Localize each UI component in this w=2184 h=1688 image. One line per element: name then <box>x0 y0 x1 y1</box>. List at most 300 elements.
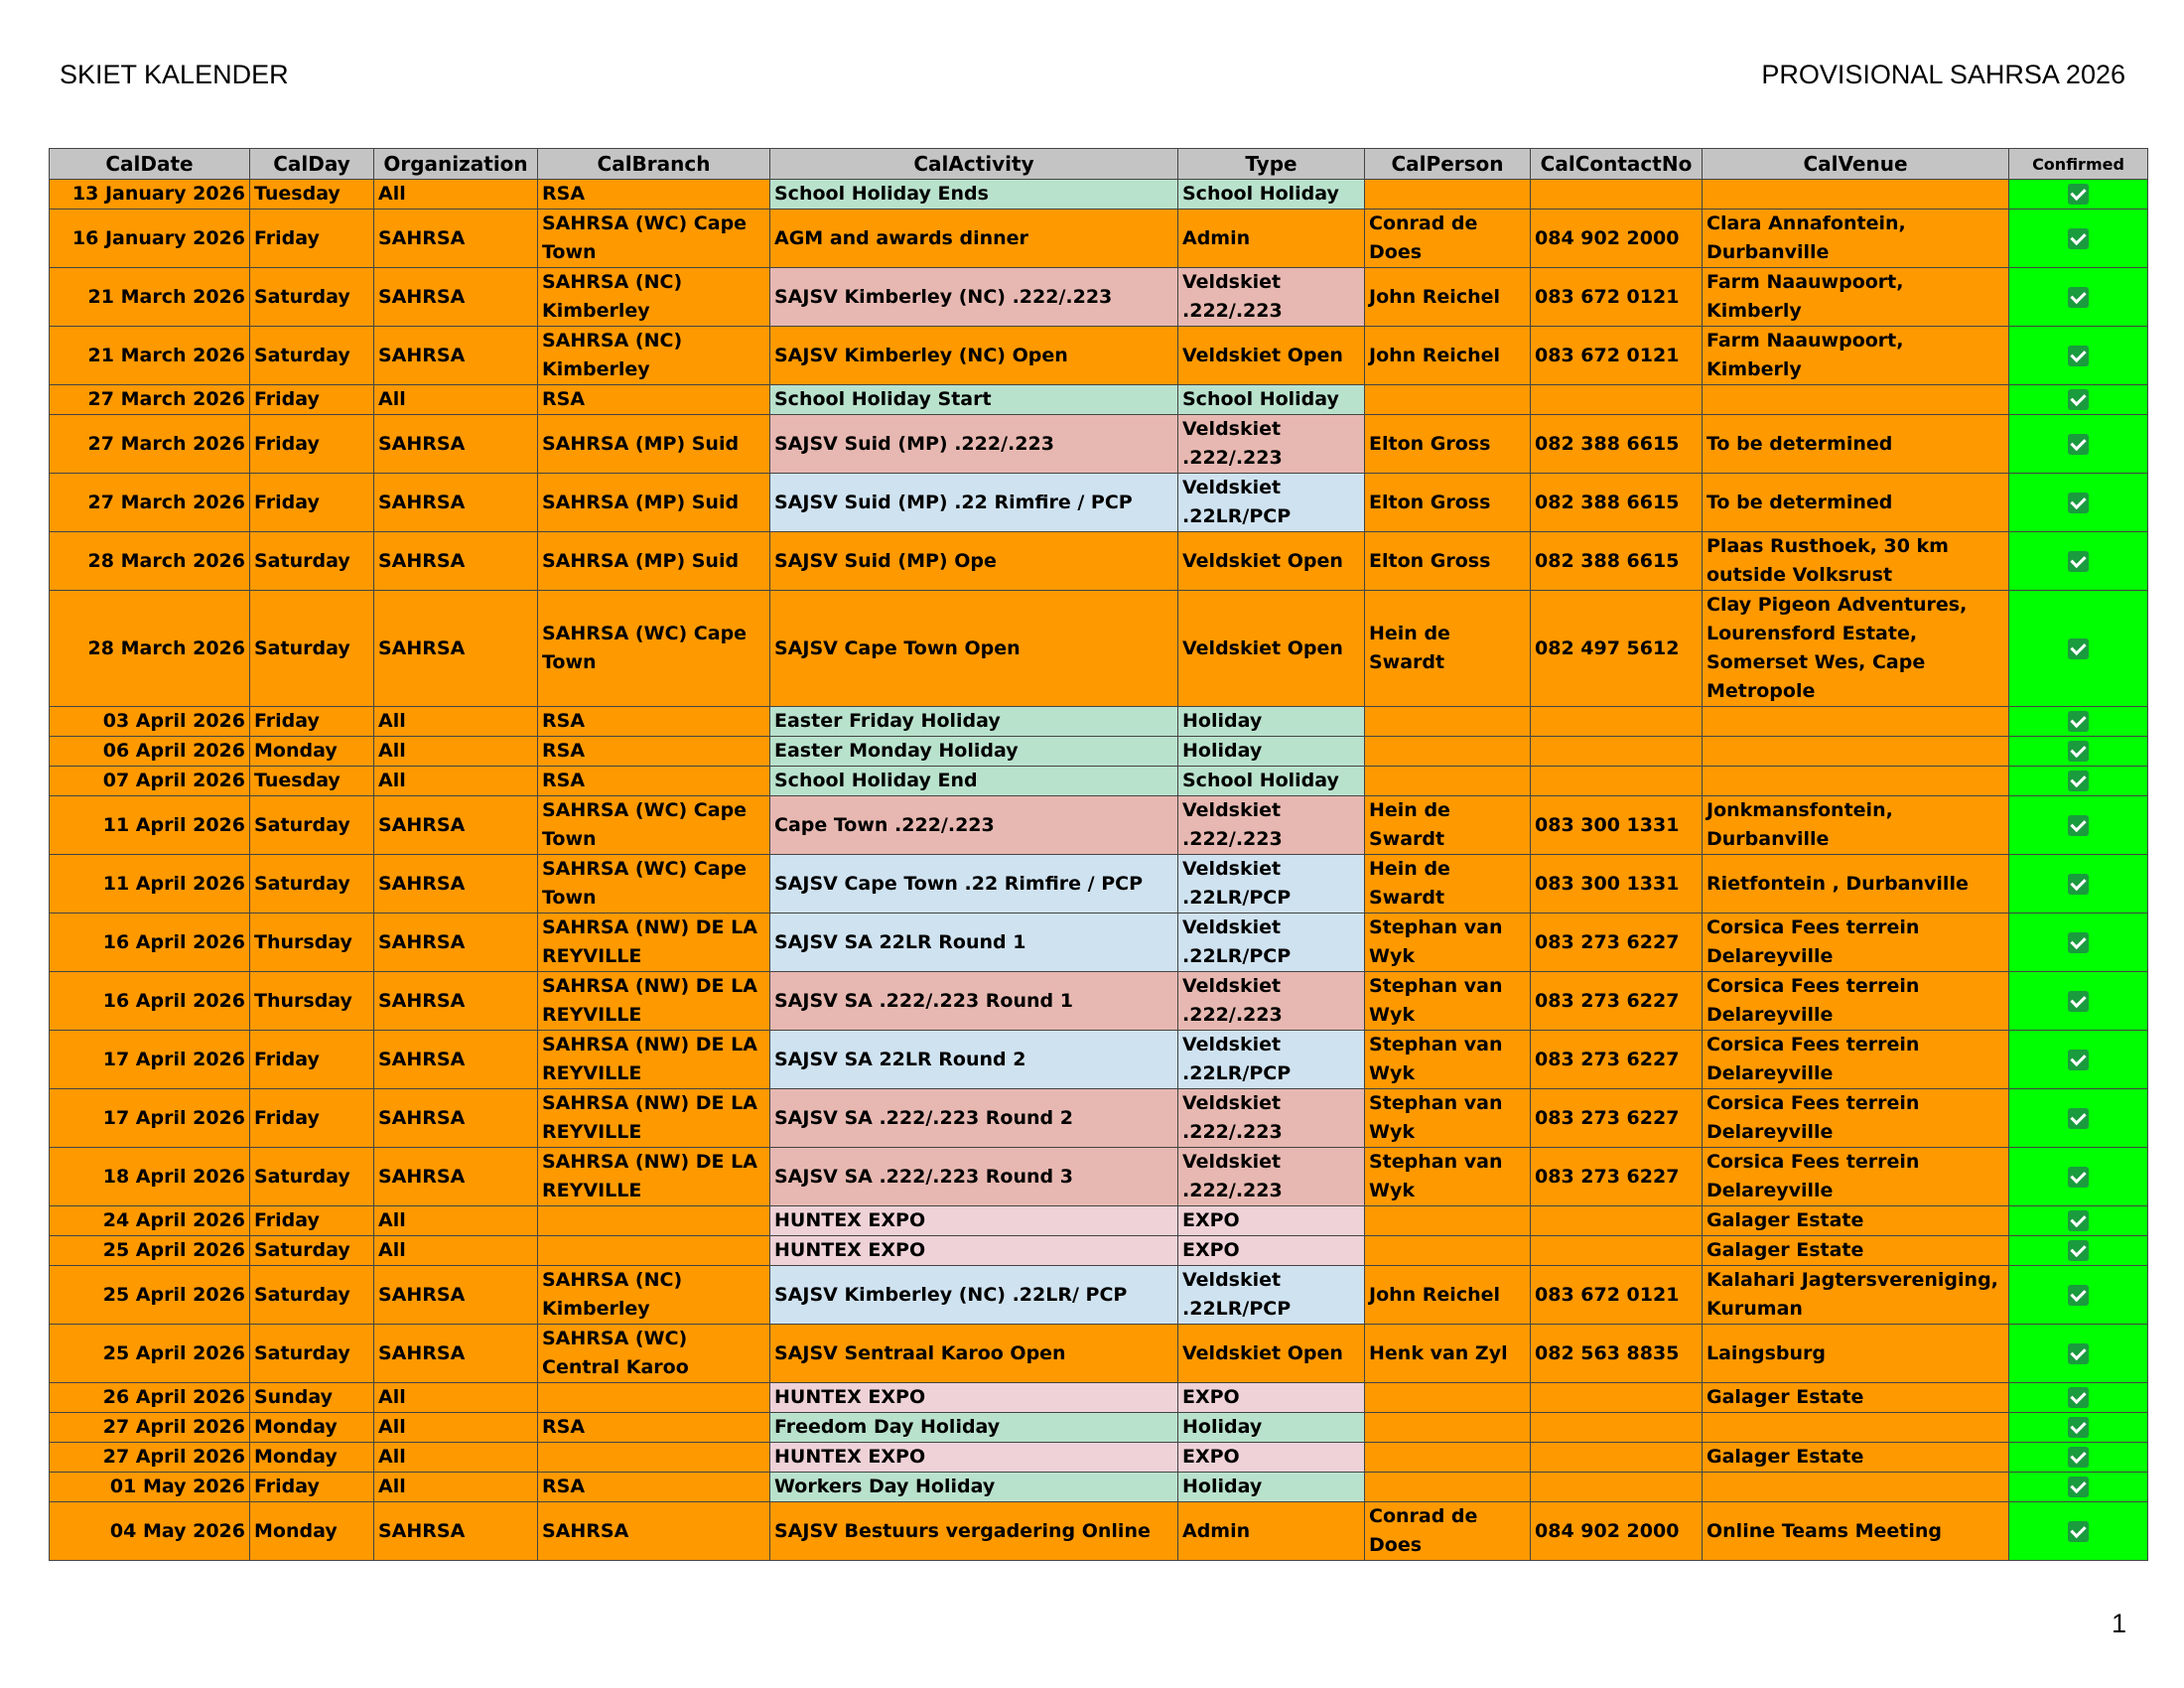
table-row <box>50 767 2148 796</box>
cell-organization: SAHRSA <box>374 1031 538 1089</box>
checkmark-icon <box>2068 1210 2089 1231</box>
cell-person: Stephan van Wyk <box>1365 1031 1531 1089</box>
cell-contact: 084 902 2000 <box>1531 1502 1703 1561</box>
cell-activity: HUNTEX EXPO <box>770 1443 1178 1473</box>
cell-activity: SAJSV Sentraal Karoo Open <box>770 1325 1178 1383</box>
cell-date: 17 April 2026 <box>50 1089 250 1148</box>
cell-person: Stephan van Wyk <box>1365 972 1531 1031</box>
table-row <box>50 327 2148 385</box>
col-header-calperson: CalPerson <box>1365 149 1531 180</box>
cell-day: Saturday <box>250 591 374 707</box>
cell-confirmed <box>2009 1383 2148 1413</box>
cell-person <box>1365 1473 1531 1502</box>
cell-confirmed <box>2009 972 2148 1031</box>
cell-contact: 083 273 6227 <box>1531 1031 1703 1089</box>
cell-venue: Laingsburg <box>1703 1325 2009 1383</box>
table-row <box>50 210 2148 268</box>
table-row <box>50 1443 2148 1473</box>
cell-activity: School Holiday End <box>770 767 1178 796</box>
cell-organization: All <box>374 767 538 796</box>
cell-branch: RSA <box>538 707 770 737</box>
col-header-calcontactno: CalContactNo <box>1531 149 1703 180</box>
cell-confirmed <box>2009 210 2148 268</box>
cell-branch: SAHRSA (NW) DE LA REYVILLE <box>538 1089 770 1148</box>
document-subtitle: PROVISIONAL SAHRSA 2026 <box>1761 60 2125 89</box>
cell-contact <box>1531 1236 1703 1266</box>
cell-branch: SAHRSA (NW) DE LA REYVILLE <box>538 1031 770 1089</box>
cell-date: 11 April 2026 <box>50 796 250 855</box>
cell-type: Admin <box>1178 210 1365 268</box>
cell-branch <box>538 1383 770 1413</box>
table-row <box>50 474 2148 532</box>
col-header-calbranch: CalBranch <box>538 149 770 180</box>
cell-organization: All <box>374 385 538 415</box>
cell-type: Veldskiet Open <box>1178 1325 1365 1383</box>
cell-venue: Kalahari Jagtersvereniging, Kuruman <box>1703 1266 2009 1325</box>
cell-contact <box>1531 1383 1703 1413</box>
cell-person <box>1365 1383 1531 1413</box>
cell-day: Friday <box>250 707 374 737</box>
cell-venue: Plaas Rusthoek, 30 km outside Volksrust <box>1703 532 2009 591</box>
cell-contact <box>1531 385 1703 415</box>
cell-organization: SAHRSA <box>374 532 538 591</box>
cell-type: Admin <box>1178 1502 1365 1561</box>
table-row <box>50 385 2148 415</box>
cell-confirmed <box>2009 1031 2148 1089</box>
cell-organization: SAHRSA <box>374 327 538 385</box>
cell-type: Veldskiet .22LR/PCP <box>1178 474 1365 532</box>
cell-type: EXPO <box>1178 1236 1365 1266</box>
checkmark-icon <box>2068 711 2089 732</box>
cell-activity: HUNTEX EXPO <box>770 1206 1178 1236</box>
cell-contact: 082 497 5612 <box>1531 591 1703 707</box>
cell-activity: SAJSV Kimberley (NC) Open <box>770 327 1178 385</box>
cell-confirmed <box>2009 268 2148 327</box>
cell-contact <box>1531 767 1703 796</box>
cell-activity: SAJSV Suid (MP) Ope <box>770 532 1178 591</box>
cell-type: Holiday <box>1178 1413 1365 1443</box>
cell-date: 27 April 2026 <box>50 1443 250 1473</box>
cell-organization: All <box>374 1236 538 1266</box>
cell-branch: SAHRSA <box>538 1502 770 1561</box>
cell-date: 26 April 2026 <box>50 1383 250 1413</box>
checkmark-icon <box>2068 1285 2089 1306</box>
table-row <box>50 1206 2148 1236</box>
table-row <box>50 855 2148 914</box>
col-header-calactivity: CalActivity <box>770 149 1178 180</box>
cell-person <box>1365 707 1531 737</box>
cell-branch: SAHRSA (NW) DE LA REYVILLE <box>538 972 770 1031</box>
col-header-calvenue: CalVenue <box>1703 149 2009 180</box>
cell-activity: SAJSV SA 22LR Round 1 <box>770 914 1178 972</box>
cell-contact: 083 672 0121 <box>1531 268 1703 327</box>
cell-date: 13 January 2026 <box>50 180 250 210</box>
cell-venue: Clay Pigeon Adventures, Lourensford Estate, Somerset Wes, Cape Metropole <box>1703 591 2009 707</box>
checkmark-icon <box>2068 228 2089 249</box>
cell-type: Veldskiet .222/.223 <box>1178 796 1365 855</box>
cell-confirmed <box>2009 1089 2148 1148</box>
cell-organization: SAHRSA <box>374 268 538 327</box>
cell-type: School Holiday <box>1178 180 1365 210</box>
cell-branch <box>538 1236 770 1266</box>
cell-person: Hein de Swardt <box>1365 591 1531 707</box>
cell-type: Veldskiet .222/.223 <box>1178 415 1365 474</box>
col-header-confirmed: Confirmed <box>2009 149 2148 180</box>
cell-confirmed <box>2009 327 2148 385</box>
cell-day: Friday <box>250 474 374 532</box>
table-row <box>50 1236 2148 1266</box>
table-header-row <box>50 149 2148 180</box>
checkmark-icon <box>2068 1477 2089 1497</box>
cell-type: Holiday <box>1178 737 1365 767</box>
cell-confirmed <box>2009 737 2148 767</box>
cell-date: 18 April 2026 <box>50 1148 250 1206</box>
cell-date: 28 March 2026 <box>50 532 250 591</box>
table-row <box>50 1383 2148 1413</box>
cell-activity: SAJSV SA .222/.223 Round 2 <box>770 1089 1178 1148</box>
cell-confirmed <box>2009 591 2148 707</box>
cell-venue: Corsica Fees terrein Delareyville <box>1703 1148 2009 1206</box>
cell-branch <box>538 1206 770 1236</box>
cell-type: Veldskiet .222/.223 <box>1178 972 1365 1031</box>
cell-activity: SAJSV SA .222/.223 Round 3 <box>770 1148 1178 1206</box>
cell-venue <box>1703 737 2009 767</box>
cell-confirmed <box>2009 474 2148 532</box>
cell-branch: SAHRSA (WC) Cape Town <box>538 210 770 268</box>
cell-person <box>1365 767 1531 796</box>
cell-venue: Galager Estate <box>1703 1236 2009 1266</box>
table-row <box>50 796 2148 855</box>
cell-confirmed <box>2009 1206 2148 1236</box>
checkmark-icon <box>2068 1050 2089 1070</box>
cell-venue <box>1703 180 2009 210</box>
checkmark-icon <box>2068 184 2089 205</box>
cell-organization: All <box>374 737 538 767</box>
cell-person <box>1365 1236 1531 1266</box>
col-header-calday: CalDay <box>250 149 374 180</box>
cell-day: Monday <box>250 1413 374 1443</box>
cell-date: 25 April 2026 <box>50 1236 250 1266</box>
cell-organization: SAHRSA <box>374 972 538 1031</box>
cell-confirmed <box>2009 180 2148 210</box>
checkmark-icon <box>2068 1417 2089 1438</box>
cell-person <box>1365 737 1531 767</box>
cell-contact: 083 273 6227 <box>1531 914 1703 972</box>
cell-organization: All <box>374 180 538 210</box>
cell-contact: 082 388 6615 <box>1531 415 1703 474</box>
cell-confirmed <box>2009 1413 2148 1443</box>
cell-confirmed <box>2009 914 2148 972</box>
cell-contact <box>1531 1443 1703 1473</box>
cell-activity: Workers Day Holiday <box>770 1473 1178 1502</box>
cell-branch: RSA <box>538 737 770 767</box>
checkmark-icon <box>2068 991 2089 1012</box>
cell-day: Tuesday <box>250 180 374 210</box>
checkmark-icon <box>2068 638 2089 659</box>
checkmark-icon <box>2068 1447 2089 1468</box>
cell-branch: RSA <box>538 1473 770 1502</box>
checkmark-icon <box>2068 1521 2089 1542</box>
checkmark-icon <box>2068 815 2089 836</box>
table-row <box>50 1266 2148 1325</box>
cell-activity: SAJSV SA .222/.223 Round 1 <box>770 972 1178 1031</box>
checkmark-icon <box>2068 551 2089 572</box>
cell-person <box>1365 1443 1531 1473</box>
cell-day: Saturday <box>250 327 374 385</box>
table-row <box>50 1089 2148 1148</box>
cell-venue: Clara Annafontein, Durbanville <box>1703 210 2009 268</box>
checkmark-icon <box>2068 287 2089 308</box>
checkmark-icon <box>2068 932 2089 953</box>
cell-contact: 082 388 6615 <box>1531 474 1703 532</box>
cell-day: Saturday <box>250 268 374 327</box>
cell-branch: RSA <box>538 180 770 210</box>
cell-confirmed <box>2009 1325 2148 1383</box>
cell-type: EXPO <box>1178 1443 1365 1473</box>
cell-organization: SAHRSA <box>374 210 538 268</box>
cell-person: Hein de Swardt <box>1365 855 1531 914</box>
cell-confirmed <box>2009 1443 2148 1473</box>
cell-contact <box>1531 1473 1703 1502</box>
cell-date: 24 April 2026 <box>50 1206 250 1236</box>
cell-venue: Farm Naauwpoort, Kimberly <box>1703 327 2009 385</box>
cell-branch: SAHRSA (WC) Central Karoo <box>538 1325 770 1383</box>
cell-person: John Reichel <box>1365 327 1531 385</box>
cell-day: Friday <box>250 1089 374 1148</box>
cell-venue: Corsica Fees terrein Delareyville <box>1703 972 2009 1031</box>
cell-contact <box>1531 707 1703 737</box>
cell-organization: SAHRSA <box>374 1148 538 1206</box>
cell-day: Sunday <box>250 1383 374 1413</box>
cell-person: Henk van Zyl <box>1365 1325 1531 1383</box>
cell-venue: Corsica Fees terrein Delareyville <box>1703 1089 2009 1148</box>
cell-day: Monday <box>250 737 374 767</box>
cell-activity: Cape Town .222/.223 <box>770 796 1178 855</box>
cell-venue: Farm Naauwpoort, Kimberly <box>1703 268 2009 327</box>
checkmark-icon <box>2068 1387 2089 1408</box>
cell-day: Friday <box>250 1031 374 1089</box>
cell-branch: RSA <box>538 385 770 415</box>
cell-type: Veldskiet .222/.223 <box>1178 1148 1365 1206</box>
cell-person: Elton Gross <box>1365 415 1531 474</box>
cell-day: Saturday <box>250 532 374 591</box>
cell-date: 06 April 2026 <box>50 737 250 767</box>
calendar-table <box>49 148 2148 1561</box>
cell-contact: 082 388 6615 <box>1531 532 1703 591</box>
table-row <box>50 180 2148 210</box>
checkmark-icon <box>2068 492 2089 513</box>
cell-branch: RSA <box>538 767 770 796</box>
cell-venue: Online Teams Meeting <box>1703 1502 2009 1561</box>
cell-venue: To be determined <box>1703 474 2009 532</box>
cell-day: Friday <box>250 385 374 415</box>
cell-day: Monday <box>250 1502 374 1561</box>
cell-venue: To be determined <box>1703 415 2009 474</box>
cell-contact <box>1531 1206 1703 1236</box>
cell-organization: All <box>374 1206 538 1236</box>
cell-day: Friday <box>250 415 374 474</box>
table-row <box>50 737 2148 767</box>
table-row <box>50 1031 2148 1089</box>
cell-person: Elton Gross <box>1365 532 1531 591</box>
cell-branch: SAHRSA (MP) Suid <box>538 415 770 474</box>
cell-organization: SAHRSA <box>374 914 538 972</box>
cell-venue: Corsica Fees terrein Delareyville <box>1703 914 2009 972</box>
table-row <box>50 591 2148 707</box>
cell-type: EXPO <box>1178 1206 1365 1236</box>
cell-day: Tuesday <box>250 767 374 796</box>
page-number: 1 <box>2111 1609 2126 1638</box>
cell-date: 04 May 2026 <box>50 1502 250 1561</box>
cell-day: Saturday <box>250 1236 374 1266</box>
table-row <box>50 707 2148 737</box>
cell-contact: 082 563 8835 <box>1531 1325 1703 1383</box>
cell-activity: SAJSV Kimberley (NC) .222/.223 <box>770 268 1178 327</box>
cell-type: Veldskiet .222/.223 <box>1178 1089 1365 1148</box>
cell-date: 01 May 2026 <box>50 1473 250 1502</box>
cell-date: 25 April 2026 <box>50 1266 250 1325</box>
cell-confirmed <box>2009 532 2148 591</box>
cell-confirmed <box>2009 1473 2148 1502</box>
cell-date: 27 March 2026 <box>50 385 250 415</box>
checkmark-icon <box>2068 1343 2089 1364</box>
col-header-caldate: CalDate <box>50 149 250 180</box>
cell-organization: All <box>374 707 538 737</box>
table-row <box>50 1148 2148 1206</box>
cell-type: Veldskiet .222/.223 <box>1178 268 1365 327</box>
cell-branch: SAHRSA (WC) Cape Town <box>538 855 770 914</box>
cell-contact: 083 300 1331 <box>1531 855 1703 914</box>
cell-branch: SAHRSA (WC) Cape Town <box>538 591 770 707</box>
cell-day: Friday <box>250 1473 374 1502</box>
cell-type: EXPO <box>1178 1383 1365 1413</box>
cell-confirmed <box>2009 1266 2148 1325</box>
cell-organization: All <box>374 1473 538 1502</box>
cell-person: John Reichel <box>1365 268 1531 327</box>
cell-day: Thursday <box>250 914 374 972</box>
cell-activity: AGM and awards dinner <box>770 210 1178 268</box>
cell-day: Friday <box>250 210 374 268</box>
cell-activity: SAJSV Cape Town .22 Rimfire / PCP <box>770 855 1178 914</box>
cell-activity: SAJSV Bestuurs vergadering Online <box>770 1502 1178 1561</box>
cell-activity: SAJSV SA 22LR Round 2 <box>770 1031 1178 1089</box>
cell-organization: SAHRSA <box>374 415 538 474</box>
cell-confirmed <box>2009 1502 2148 1561</box>
cell-type: Veldskiet Open <box>1178 591 1365 707</box>
cell-branch: SAHRSA (MP) Suid <box>538 474 770 532</box>
cell-activity: SAJSV Suid (MP) .222/.223 <box>770 415 1178 474</box>
cell-organization: SAHRSA <box>374 796 538 855</box>
cell-date: 16 April 2026 <box>50 914 250 972</box>
cell-venue: Jonkmansfontein, Durbanville <box>1703 796 2009 855</box>
cell-branch: SAHRSA (NC) Kimberley <box>538 327 770 385</box>
checkmark-icon <box>2068 346 2089 366</box>
cell-date: 21 March 2026 <box>50 268 250 327</box>
checkmark-icon <box>2068 389 2089 410</box>
cell-organization: SAHRSA <box>374 1089 538 1148</box>
cell-venue: Galager Estate <box>1703 1383 2009 1413</box>
cell-activity: SAJSV Suid (MP) .22 Rimfire / PCP <box>770 474 1178 532</box>
cell-organization: SAHRSA <box>374 1266 538 1325</box>
cell-person: Elton Gross <box>1365 474 1531 532</box>
cell-venue: Galager Estate <box>1703 1443 2009 1473</box>
checkmark-icon <box>2068 434 2089 455</box>
cell-day: Thursday <box>250 972 374 1031</box>
cell-confirmed <box>2009 1148 2148 1206</box>
cell-date: 27 April 2026 <box>50 1413 250 1443</box>
cell-day: Saturday <box>250 1266 374 1325</box>
cell-contact <box>1531 737 1703 767</box>
col-header-type: Type <box>1178 149 1365 180</box>
cell-activity: School Holiday Ends <box>770 180 1178 210</box>
cell-person: Conrad de Does <box>1365 210 1531 268</box>
cell-branch: SAHRSA (WC) Cape Town <box>538 796 770 855</box>
cell-person <box>1365 385 1531 415</box>
cell-day: Saturday <box>250 1325 374 1383</box>
cell-contact <box>1531 180 1703 210</box>
cell-person <box>1365 1206 1531 1236</box>
cell-date: 17 April 2026 <box>50 1031 250 1089</box>
checkmark-icon <box>2068 1108 2089 1129</box>
cell-type: Veldskiet .22LR/PCP <box>1178 1266 1365 1325</box>
cell-person: Stephan van Wyk <box>1365 914 1531 972</box>
cell-person: John Reichel <box>1365 1266 1531 1325</box>
cell-confirmed <box>2009 707 2148 737</box>
cell-date: 16 April 2026 <box>50 972 250 1031</box>
cell-type: Veldskiet .22LR/PCP <box>1178 914 1365 972</box>
cell-confirmed <box>2009 1236 2148 1266</box>
cell-confirmed <box>2009 385 2148 415</box>
cell-person: Stephan van Wyk <box>1365 1148 1531 1206</box>
cell-type: Holiday <box>1178 707 1365 737</box>
cell-activity: Freedom Day Holiday <box>770 1413 1178 1443</box>
cell-organization: SAHRSA <box>374 1502 538 1561</box>
table-row <box>50 972 2148 1031</box>
cell-confirmed <box>2009 415 2148 474</box>
cell-date: 16 January 2026 <box>50 210 250 268</box>
cell-day: Monday <box>250 1443 374 1473</box>
cell-person <box>1365 180 1531 210</box>
cell-type: Veldskiet Open <box>1178 532 1365 591</box>
table-row <box>50 532 2148 591</box>
cell-type: Holiday <box>1178 1473 1365 1502</box>
checkmark-icon <box>2068 1240 2089 1261</box>
document-title: SKIET KALENDER <box>60 60 289 89</box>
cell-activity: SAJSV Cape Town Open <box>770 591 1178 707</box>
cell-organization: SAHRSA <box>374 474 538 532</box>
cell-type: School Holiday <box>1178 385 1365 415</box>
cell-activity: SAJSV Kimberley (NC) .22LR/ PCP <box>770 1266 1178 1325</box>
checkmark-icon <box>2068 771 2089 791</box>
cell-venue <box>1703 385 2009 415</box>
cell-branch: SAHRSA (NW) DE LA REYVILLE <box>538 1148 770 1206</box>
cell-contact: 083 273 6227 <box>1531 972 1703 1031</box>
cell-contact: 083 672 0121 <box>1531 1266 1703 1325</box>
cell-activity: HUNTEX EXPO <box>770 1383 1178 1413</box>
cell-venue <box>1703 707 2009 737</box>
cell-person: Stephan van Wyk <box>1365 1089 1531 1148</box>
cell-date: 27 March 2026 <box>50 474 250 532</box>
cell-type: School Holiday <box>1178 767 1365 796</box>
cell-day: Friday <box>250 1206 374 1236</box>
cell-organization: All <box>374 1443 538 1473</box>
cell-date: 25 April 2026 <box>50 1325 250 1383</box>
cell-venue <box>1703 767 2009 796</box>
cell-day: Saturday <box>250 855 374 914</box>
cell-type: Veldskiet .22LR/PCP <box>1178 855 1365 914</box>
table-row <box>50 415 2148 474</box>
cell-contact: 084 902 2000 <box>1531 210 1703 268</box>
